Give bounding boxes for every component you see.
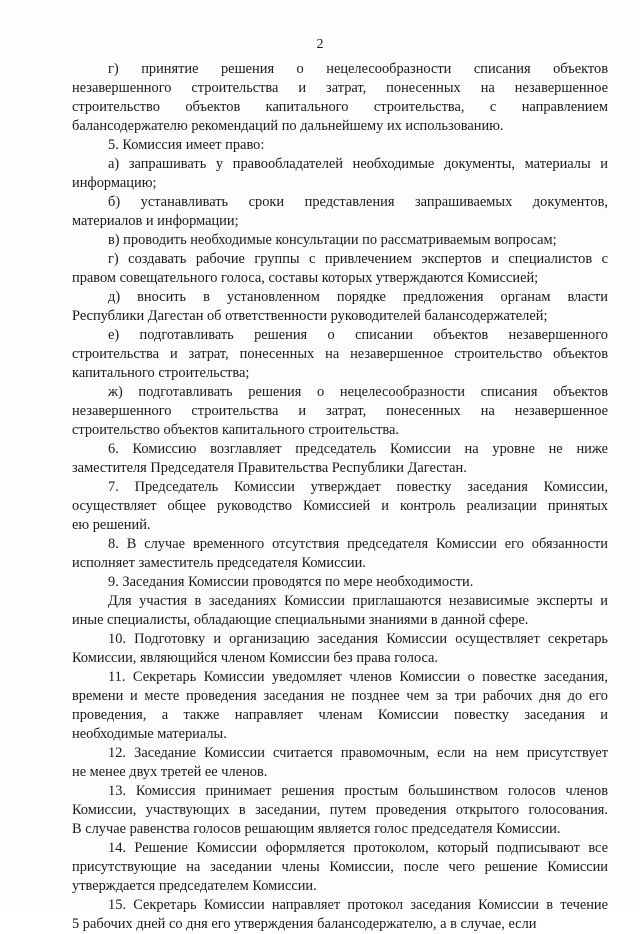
text-line: б) устанавливать сроки представления запрашиваемых документов,	[108, 194, 608, 210]
text-line: не менее двух третей ее членов.	[72, 764, 268, 780]
text-line: В случае равенства голосов решающим является голос председателя Комиссии.	[72, 821, 561, 837]
text-line: заместителя Председателя Правительства Республики Дагестан.	[72, 460, 467, 476]
paragraph	[72, 668, 608, 744]
paragraph	[72, 440, 608, 478]
text-line: необходимые материалы.	[72, 726, 227, 742]
text-line: материалов и информации;	[72, 213, 239, 229]
text-line: капитального строительства;	[72, 365, 250, 381]
paragraph	[72, 193, 608, 231]
text-line: 6. Комиссию возглавляет председатель Комиссии на уровне не ниже	[108, 441, 608, 457]
text-line: 15. Секретарь Комиссии направляет протокол заседания Комиссии в течение	[108, 897, 608, 913]
paragraph	[72, 744, 608, 782]
text-line: 8. В случае временного отсутствия председателя Комиссии его обязанности	[108, 536, 608, 552]
text-line: е) подготавливать решения о списании объектов незавершенного	[108, 327, 608, 343]
paragraph	[72, 573, 608, 592]
text-line: 9. Заседания Комиссии проводятся по мере необходимости.	[108, 574, 474, 590]
text-line: 5 рабочих дней со дня его утверждения балансодержателю, а в случае, если	[72, 916, 537, 932]
text-line: присутствующие на заседании члены Комиссии, после чего решение Комиссии	[72, 859, 608, 875]
paragraph	[72, 136, 608, 155]
paragraph	[72, 231, 608, 250]
paragraph	[72, 60, 608, 136]
text-line: в) проводить необходимые консультации по рассматриваемым вопросам;	[108, 232, 557, 248]
text-line: ею решений.	[72, 517, 151, 533]
text-line: 12. Заседание Комиссии считается правомочным, если на нем присутствует	[108, 745, 608, 761]
paragraph	[72, 896, 608, 934]
paragraph	[72, 288, 608, 326]
text-line: г) принятие решения о нецелесообразности списания объектов	[108, 61, 608, 77]
text-line: строительства и затрат, понесенных на незавершенное строительство объектов	[72, 346, 608, 362]
text-line: Комиссии, участвующих в заседании, путем проведения открытого голосования.	[72, 802, 608, 818]
text-line: незавершенного строительства и затрат, понесенных на незавершенное	[72, 80, 608, 96]
paragraph	[72, 782, 608, 839]
paragraph	[72, 592, 608, 630]
text-line: д) вносить в установленном порядке предложения органам власти	[108, 289, 608, 305]
paragraph	[72, 478, 608, 535]
text-line: незавершенного строительства и затрат, понесенных на незавершенное	[72, 403, 608, 419]
text-line: 10. Подготовку и организацию заседания Комиссии осуществляет секретарь	[108, 631, 608, 647]
text-line: осуществляет общее руководство Комиссией и контроль реализации принятых	[72, 498, 608, 514]
text-line: 11. Секретарь Комиссии уведомляет членов Комиссии о повестке заседания,	[108, 669, 608, 685]
text-line: 14. Решение Комиссии оформляется протоколом, который подписывают все	[108, 840, 608, 856]
text-line: строительство объектов капитального строительства, с направлением	[72, 99, 608, 115]
text-line: г) создавать рабочие группы с привлечением экспертов и специалистов с	[108, 251, 608, 267]
text-line: балансодержателю рекомендаций по дальнейшему их использованию.	[72, 118, 504, 134]
text-line: Для участия в заседаниях Комиссии приглашаются независимые эксперты и	[108, 593, 608, 609]
text-line: иные специалисты, обладающие специальными знаниями в данной сфере.	[72, 612, 529, 628]
text-line: строительство объектов капитального строительства.	[72, 422, 399, 438]
text-line: утверждается председателем Комиссии.	[72, 878, 317, 894]
paragraph	[72, 383, 608, 440]
text-line: а) запрашивать у правообладателей необходимые документы, материалы и	[108, 156, 608, 172]
text-line: Комиссии, являющийся членом Комиссии без права голоса.	[72, 650, 439, 666]
text-line: ж) подготавливать решения о нецелесообразности списания объектов	[108, 384, 608, 400]
paragraph	[72, 839, 608, 896]
paragraph	[72, 630, 608, 668]
text-line: правом совещательного голоса, составы которых утверждаются Комиссией;	[72, 270, 539, 286]
paragraph	[72, 535, 608, 573]
document-body	[72, 60, 608, 934]
paragraph	[72, 155, 608, 193]
text-line: Республики Дагестан об ответственности руководителей балансодержателей;	[72, 308, 548, 324]
paragraph	[72, 250, 608, 288]
text-line: проведения, а также направляет членам Комиссии повестку заседания и	[72, 707, 608, 723]
paragraph	[72, 326, 608, 383]
text-line: исполняет заместитель председателя Комиссии.	[72, 555, 366, 571]
text-line: времени и месте проведения заседания не позднее чем за три рабочих дня до его	[72, 688, 608, 704]
text-line: 7. Председатель Комиссии утверждает повестку заседания Комиссии,	[108, 479, 608, 495]
text-line: 5. Комиссия имеет право:	[108, 137, 265, 153]
text-line: 13. Комиссия принимает решения простым большинством голосов членов	[108, 783, 608, 799]
text-line: информацию;	[72, 175, 157, 191]
page-number: 2	[316, 37, 324, 52]
